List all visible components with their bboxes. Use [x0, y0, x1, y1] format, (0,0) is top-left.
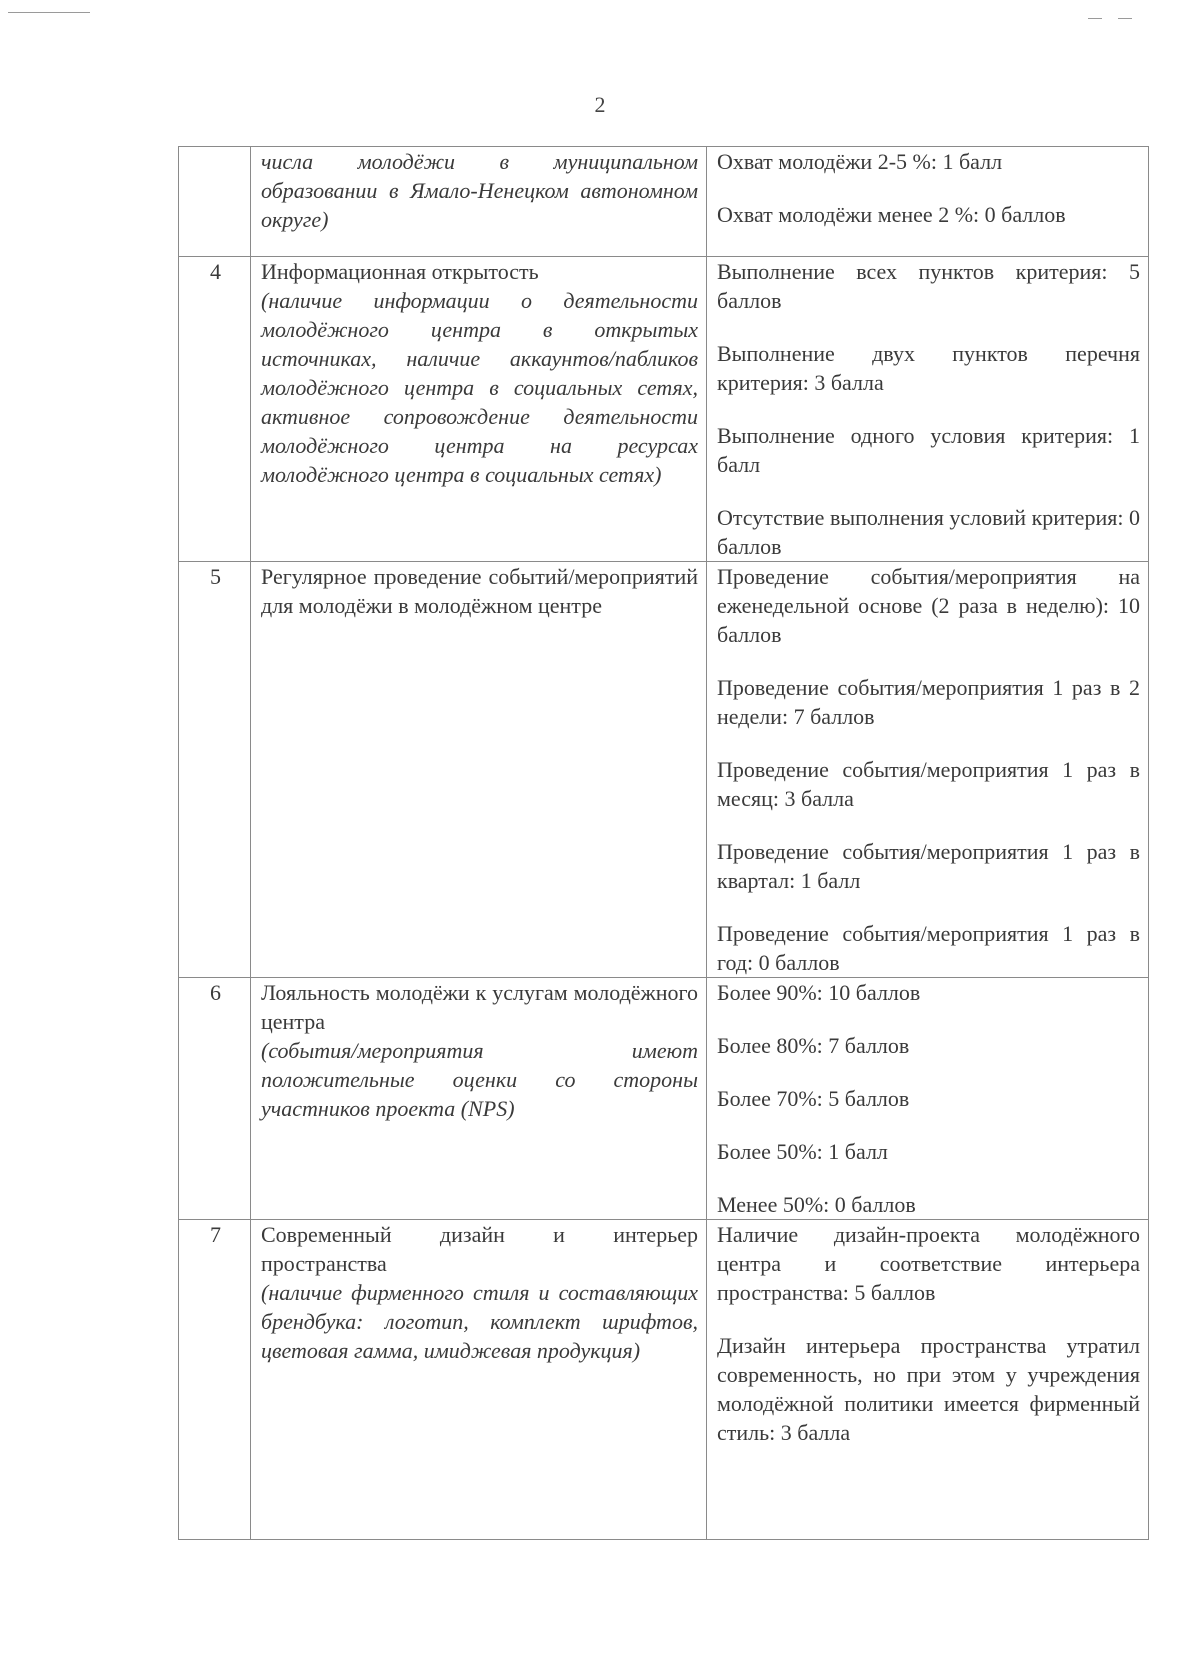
criteria-row: [179, 257, 1149, 562]
score-cell: [707, 978, 1149, 1220]
score-item: Менее 50%: 0 баллов: [717, 1192, 916, 1217]
score-cell: [707, 257, 1149, 562]
score-item: Выполнение всех пунктов критерия: 5 баллов: [717, 259, 1140, 313]
score-item: Наличие дизайн-проекта молодёжного центра и соответствие интерьера пространства: 5 баллов: [717, 1222, 1140, 1305]
score-item: Дизайн интерьера пространства утратил современность, но при этом у учреждения молодёжной политики имеется фирменный стиль: 3 балла: [717, 1333, 1140, 1445]
criteria-row: [179, 1220, 1149, 1540]
score-item: Проведение события/мероприятия 1 раз в квартал: 1 балл: [717, 839, 1140, 893]
row-number: 7: [179, 1220, 251, 1540]
score-cell: [707, 562, 1149, 978]
criterion-cell: [251, 1220, 707, 1540]
score-item: Проведение события/мероприятия на еженедельной основе (2 раза в неделю): 10 баллов: [717, 564, 1140, 647]
score-item: Выполнение одного условия критерия: 1 балл: [717, 423, 1140, 477]
row-number: [179, 147, 251, 257]
score-item: Проведение события/мероприятия 1 раз в месяц: 3 балла: [717, 757, 1140, 811]
row-number: 4: [179, 257, 251, 562]
criterion-title: Информационная открытость: [261, 259, 539, 284]
criterion-title: Современный дизайн и интерьер пространства: [261, 1222, 698, 1276]
score-cell: [707, 147, 1149, 257]
criterion-cell: [251, 562, 707, 978]
criterion-title: Регулярное проведение событий/мероприятий для молодёжи в молодёжном центре: [261, 564, 698, 618]
scan-artifact: [8, 12, 90, 13]
score-item: Более 90%: 10 баллов: [717, 980, 921, 1005]
criteria-row: [179, 978, 1149, 1220]
criteria-row: [179, 562, 1149, 978]
score-item: Выполнение двух пунктов перечня критерия: 3 балла: [717, 341, 1140, 395]
score-item: Проведение события/мероприятия 1 раз в 2 недели: 7 баллов: [717, 675, 1140, 729]
criterion-description: числа молодёжи в муниципальном образовании в Ямало-Ненецком автономном округе): [261, 149, 698, 232]
score-item: Охват молодёжи 2-5 %: 1 балл: [717, 149, 1003, 174]
row-number: 5: [179, 562, 251, 978]
criteria-table: [178, 146, 1149, 1540]
criterion-description: (наличие информации о деятельности молодёжного центра в открытых источниках, наличие аккаунтов/пабликов молодёжного центра в социальных сетях, активное сопровождение деятельности молодёжного центра на ресурсах молодёжного центра в социальных сетях): [261, 288, 698, 487]
criterion-description: (наличие фирменного стиля и составляющих брендбука: логотип, комплект шрифтов, цветовая гамма, имиджевая продукция): [261, 1280, 698, 1363]
criteria-table-body: [179, 147, 1149, 1540]
criterion-title: Лояльность молодёжи к услугам молодёжного центра: [261, 980, 698, 1034]
score-item: Отсутствие выполнения условий критерия: 0 баллов: [717, 505, 1140, 559]
row-number: 6: [179, 978, 251, 1220]
criterion-cell: [251, 978, 707, 1220]
score-item: Охват молодёжи менее 2 %: 0 баллов: [717, 202, 1066, 227]
score-item: Более 50%: 1 балл: [717, 1139, 888, 1164]
score-item: Более 70%: 5 баллов: [717, 1086, 910, 1111]
score-item: Более 80%: 7 баллов: [717, 1033, 910, 1058]
criterion-cell: [251, 257, 707, 562]
criterion-description: (события/мероприятия имеют положительные оценки со стороны участников проекта (NPS): [261, 1038, 698, 1121]
scan-artifact: [1088, 18, 1102, 19]
criterion-cell: [251, 147, 707, 257]
score-item: Проведение события/мероприятия 1 раз в год: 0 баллов: [717, 921, 1140, 975]
scan-artifact: [1118, 18, 1132, 19]
page-number: 2: [594, 92, 606, 117]
criteria-row: [179, 147, 1149, 257]
score-cell: [707, 1220, 1149, 1540]
